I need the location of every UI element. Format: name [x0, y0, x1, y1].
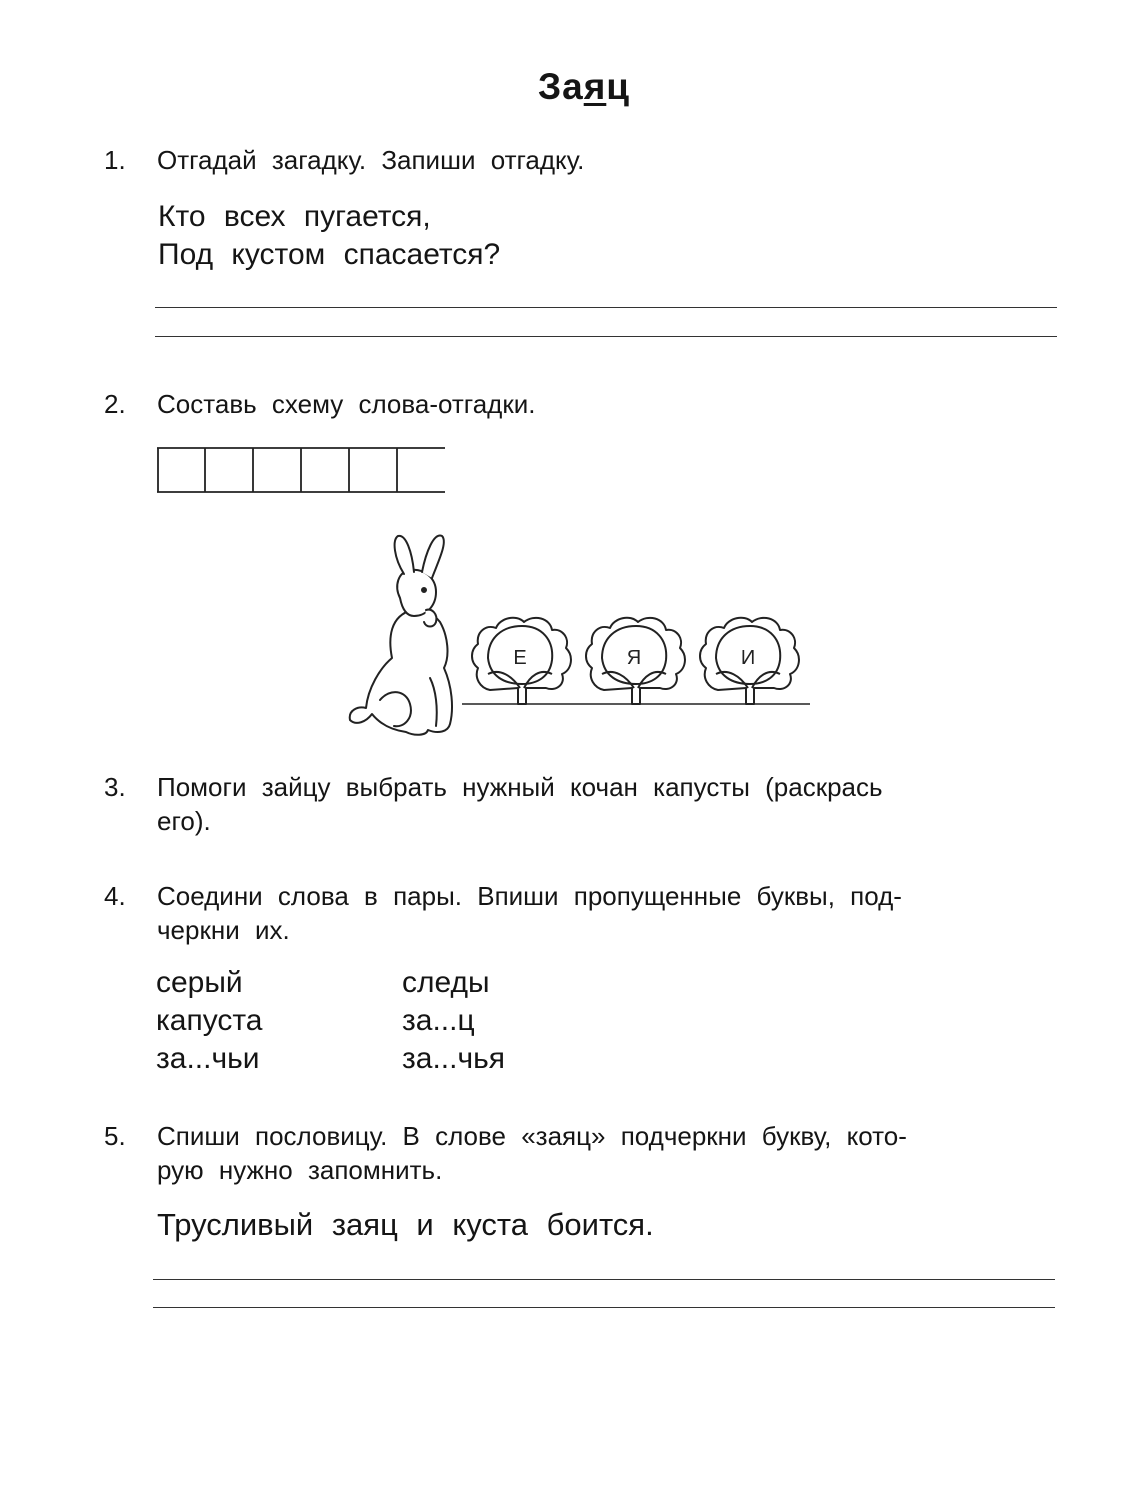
- cabbage-2[interactable]: [586, 618, 685, 704]
- hare-icon: [350, 535, 452, 734]
- task4-right-word[interactable]: за...ц: [402, 1004, 475, 1037]
- task1-answer-line-1[interactable]: [155, 307, 1057, 308]
- cabbage-1-letter: Е: [513, 647, 527, 669]
- cabbage-2-letter: Я: [626, 647, 642, 669]
- cabbage-1[interactable]: [472, 618, 571, 704]
- task4-right-word[interactable]: за...чья: [402, 1042, 505, 1075]
- task5-instruction-line-2: рую нужно запомнить.: [157, 1155, 443, 1185]
- title-underlined-letter: я: [583, 66, 607, 107]
- cabbage-3-letter: И: [740, 647, 756, 669]
- word-scheme-boxes[interactable]: [157, 447, 447, 493]
- task3-instruction-line-2: его).: [157, 806, 211, 836]
- task5-answer-line-1[interactable]: [153, 1279, 1055, 1280]
- task1-number: 1.: [104, 145, 126, 175]
- task1-answer-line-2[interactable]: [155, 336, 1057, 337]
- task5-proverb: Трусливый заяц и куста боится.: [157, 1207, 654, 1242]
- task4-right-word[interactable]: следы: [402, 966, 490, 999]
- task4-number: 4.: [104, 881, 126, 911]
- task2-instruction: Составь схему слова-отгадки.: [157, 389, 536, 419]
- task1-instruction: Отгадай загадку. Запиши отгадку.: [157, 145, 585, 175]
- title-part: За: [537, 66, 584, 107]
- task4-left-word[interactable]: за...чьи: [156, 1042, 260, 1075]
- task1-riddle-line-2: Под кустом спасается?: [158, 238, 501, 271]
- task3-instruction-line-1: Помоги зайцу выбрать нужный кочан капусты (раскрась: [157, 772, 883, 802]
- task5-number: 5.: [104, 1121, 126, 1151]
- task4-instruction-line-1: Соедини слова в пары. Впиши пропущенные буквы, под-: [157, 881, 902, 911]
- task1-riddle-line-1: Кто всех пугается,: [158, 200, 431, 233]
- task4-left-word[interactable]: капуста: [156, 1004, 263, 1037]
- task3-number: 3.: [104, 772, 126, 802]
- page-title: [0, 66, 1148, 108]
- task5-instruction-line-1: Спиши пословицу. В слове «заяц» подчеркни букву, кото-: [157, 1121, 907, 1151]
- task2-number: 2.: [104, 389, 126, 419]
- task4-instruction-line-2: черкни их.: [157, 915, 290, 945]
- task5-answer-line-2[interactable]: [153, 1307, 1055, 1308]
- cabbage-3[interactable]: [700, 618, 799, 704]
- title-part: ц: [606, 66, 631, 107]
- task4-left-word[interactable]: серый: [156, 966, 243, 999]
- hare-cabbage-illustration: [340, 528, 820, 748]
